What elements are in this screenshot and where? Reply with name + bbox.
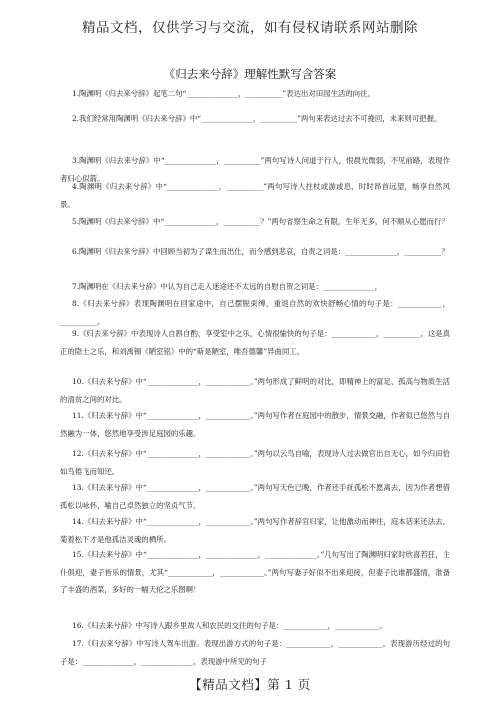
question-6: 6.陶渊明《归去来兮辞》中回顾当初为了谋生而出仕，而今感到悲哀，自责之词是：______________，__________？ (72, 247, 449, 256)
question-17: 17.《归去来兮辞》中写诗人驾车出游。表现出游方式的句子是：____________，____________。表现游历经过的句子是：______________，______________。表现游中所见的句子 (60, 639, 450, 666)
question-1: 1.陶渊明《归去来兮辞》起笔二句“______________，__________”表达出对田园生活的向往。 (72, 89, 375, 98)
question-5: 5.陶渊明《归去来兮辞》中“______________，__________？”两句省察生命之有限，生年无多，何不顺从心愿而行？ (72, 217, 449, 226)
question-3: 3.陶渊明《归去来兮辞》中“______________，__________”两句写诗人问道于行人，恨晨光微弱，不见前路，表现作者归心似箭。 (60, 156, 450, 183)
page-footer: 【精品文档】第 1 页 (189, 677, 311, 692)
question-9: 9.《归去来兮辞》中表现诗人自斟自酌，享受室中之乐，心情很愉快的句子是：____________，__________。这是真正的隐士之乐，和刘禹锡《陋室铭》中的“斯是陋室，唯吾德馨”异曲同工。 (60, 329, 450, 356)
question-12: 12.《归去来兮辞》中“______________，____________。”两句以云鸟自喻，表现诗人过去做官出自无心，如今归田恰如鸟倦飞而知还。 (60, 449, 450, 476)
question-11: 11.《归去来兮辞》中“______________，____________。”两句写作者在庭园中的散步，情景交融，作者似已悠然与自然融为一体，悠然地享受涉足庭园的乐趣。 (60, 411, 450, 438)
question-8: 8.《归去来兮辞》表现陶渊明在回家途中，自己摆脱束缚，重返自然的欢快舒畅心情的句子是：____________，__________。 (60, 299, 450, 326)
question-16: 16.《归去来兮辞》中写诗人跟乡里故人和农民的交往的句子是：____________，____________。 (72, 621, 387, 630)
question-13: 13.《归去来兮辞》中“______________，____________。”两句写天色已晚，作者还手抚孤松不愿离去，因为作者想借孤松以咏怀，喻自己卓然独立的坚贞气节。 (60, 483, 450, 510)
question-2: 2.我们经常用陶渊明《归去来兮辞》中“______________，__________”两句来表达过去不可挽回，未来则可把握。 (72, 114, 442, 123)
question-14: 14.《归去来兮辞》中“______________，____________。”两句写作者辞官归家，让他激动而神往，庭本话来还法去，菊着松下才是他孤洁灵魂的栖所。 (60, 517, 450, 544)
question-7: 7.陶渊明在《归去来兮辞》中认为自己走入迷途还不太远的自慰自贺之词是：______________， (72, 282, 383, 291)
document-title: 《归去来兮辞》理解性默写含答案 (163, 67, 337, 81)
page-header: 精品文档，仅供学习与交流，如有侵权请联系网站删除 (82, 20, 418, 36)
question-10: 10.《归去来兮辞》中“______________，____________。”两句形成了鲜明的对比，即精神上的富足、孤高与物质生活的清贫之间的对比。 (60, 377, 450, 404)
question-4: 4.陶渊明《归去来兮辞》中“______________，__________”两句写诗人拄杖或游或息，时时昂首远望，畅享自然风景。 (60, 182, 450, 209)
question-15: 15.《归去来兮辞》中“______________，______________，______________。”几句写出了陶渊明归家时欣喜若狂，主仆俱迎，妻子皆乐的情景，尤其“____________，____________。”两句写妻子好似不出来迎接，但妻子比谁都盛情，准备了丰盛的酒菜，多好的一幅天伦之乐图啊！ (60, 550, 450, 594)
